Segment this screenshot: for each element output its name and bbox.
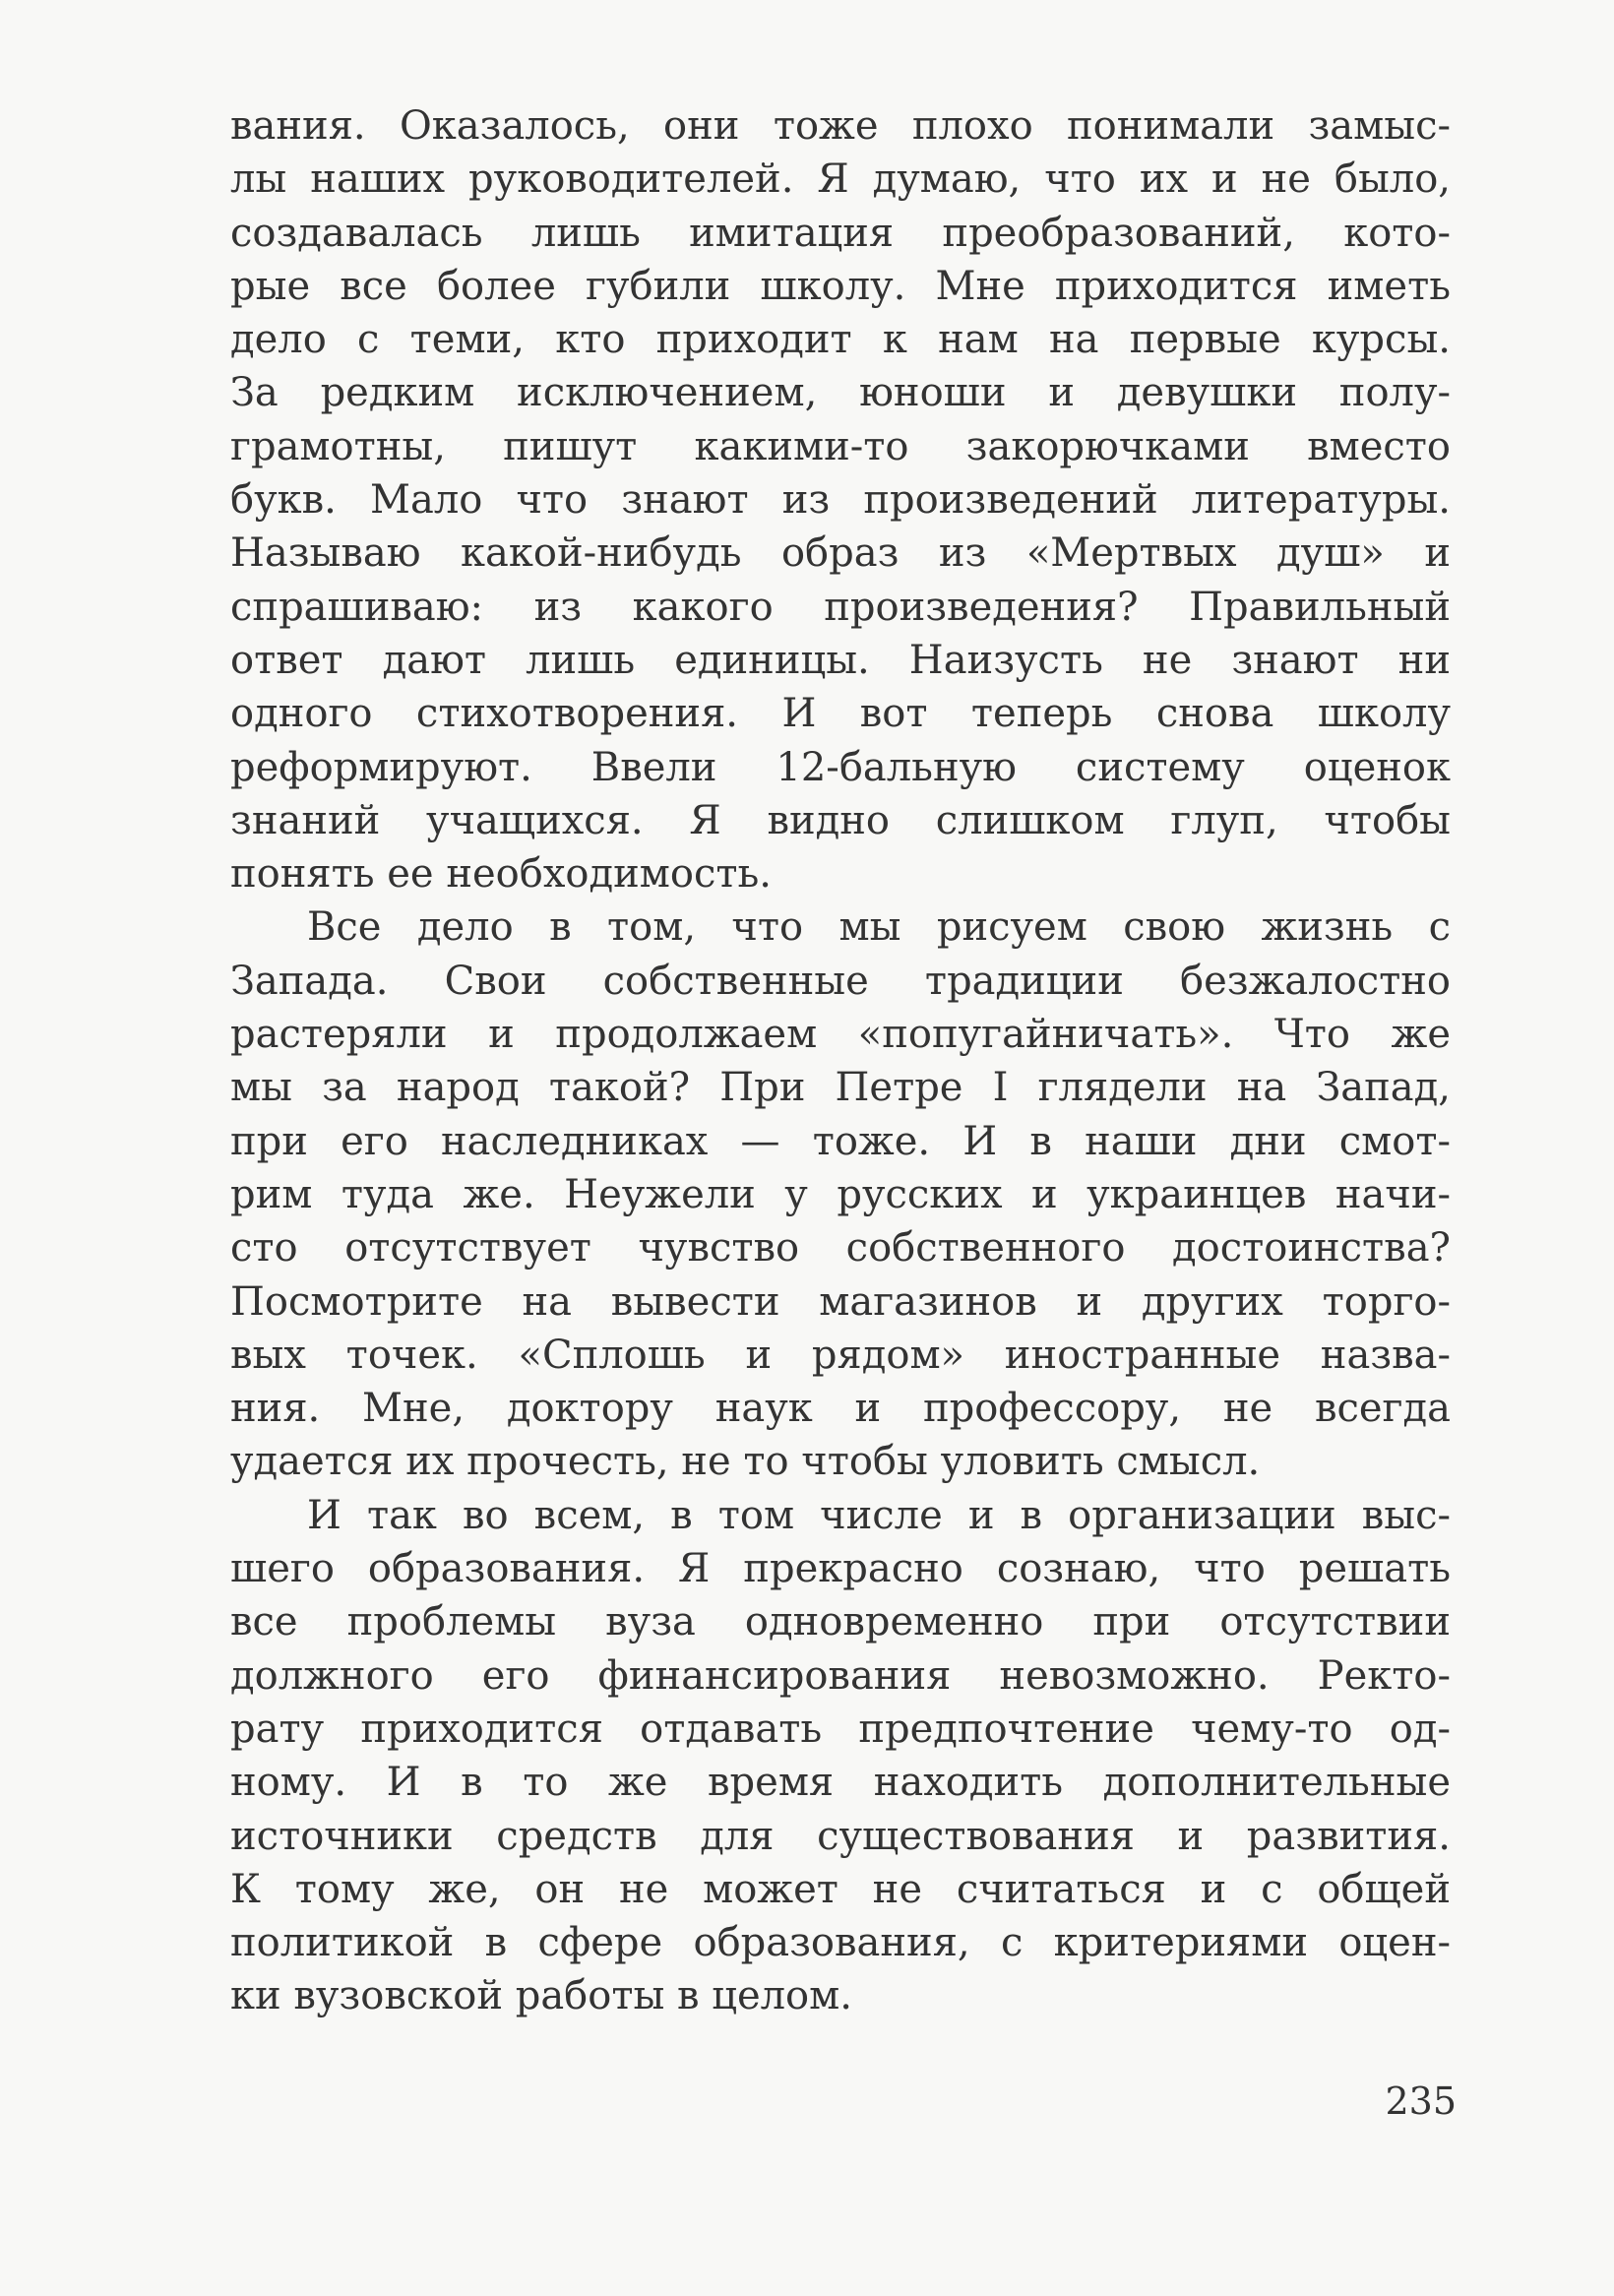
text-line: растеряли и продолжаем «попугайничать». Что же (230, 1012, 1451, 1058)
text-line: дело с теми, кто приходит к нам на первые курсы. (230, 317, 1451, 363)
text-line: шего образования. Я прекрасно сознаю, что решать (230, 1546, 1451, 1592)
text-line: грамотны, пишут какими-то закорючками вместо (230, 423, 1451, 469)
text-line: все проблемы вуза одновременно при отсутствии (230, 1599, 1451, 1645)
text-line: лы наших руководителей. Я думаю, что их и не было, (230, 156, 1451, 203)
page-number: 235 (1385, 2079, 1457, 2123)
text-line: ния. Мне, доктору наук и профессору, не всегда (230, 1386, 1451, 1432)
text-line: удается их прочесть, не то чтобы уловить смысл. (230, 1439, 1261, 1485)
text-line: политикой в сфере образования, с критериями оцен- (230, 1920, 1451, 1966)
text-line: ному. И в то же время находить дополнительные (230, 1760, 1451, 1806)
text-line: Посмотрите на вывести магазинов и других торго- (230, 1278, 1451, 1325)
text-line: сто отсутствует чувство собственного достоинства? (230, 1225, 1451, 1272)
text-line: вых точек. «Сплошь и рядом» иностранные назва- (230, 1332, 1451, 1378)
text-line: рим туда же. Неужели у русских и украинцев начи- (230, 1171, 1451, 1217)
text-line: понять ее необходимость. (230, 851, 772, 898)
paragraph-first-line: Все дело в том, что мы рисуем свою жизнь с (307, 904, 1451, 951)
text-line: создавалась лишь имитация преобразований, кото- (230, 210, 1451, 256)
text-line: Называю какой-нибудь образ из «Мертвых душ» и (230, 530, 1451, 577)
text-line: букв. Мало что знают из произведений литературы. (230, 477, 1451, 524)
body-text (230, 99, 1451, 2023)
text-line: должного его финансирования невозможно. Ректо- (230, 1652, 1451, 1699)
text-line: Запада. Свои собственные традиции безжалостно (230, 958, 1451, 1004)
text-line: одного стихотворения. И вот теперь снова школу (230, 691, 1451, 737)
text-line: спрашиваю: из какого произведения? Правильный (230, 584, 1451, 630)
text-line: За редким исключением, юноши и девушки полу- (230, 370, 1451, 416)
text-line: К тому же, он не может не считаться и с общей (230, 1866, 1451, 1912)
text-line: рату приходится отдавать предпочтение чему-то од- (230, 1706, 1451, 1752)
text-line: реформируют. Ввели 12-бальную систему оценок (230, 744, 1451, 790)
text-line: при его наследниках — тоже. И в наши дни смот- (230, 1118, 1451, 1164)
text-line: источники средств для существования и развития. (230, 1813, 1451, 1859)
text-line: рые все более губили школу. Мне приходится иметь (230, 263, 1451, 309)
text-line: вания. Оказалось, они тоже плохо понимали замыс- (230, 103, 1451, 149)
paragraph-first-line: И так во всем, в том числе и в организации выс- (307, 1492, 1451, 1538)
text-line: ки вузовской работы в целом. (230, 1973, 852, 2019)
text-line: мы за народ такой? При Петре I глядели на Запад, (230, 1065, 1451, 1111)
text-line: знаний учащихся. Я видно слишком глуп, чтобы (230, 797, 1451, 843)
text-line: ответ дают лишь единицы. Наизусть не знают ни (230, 637, 1451, 683)
